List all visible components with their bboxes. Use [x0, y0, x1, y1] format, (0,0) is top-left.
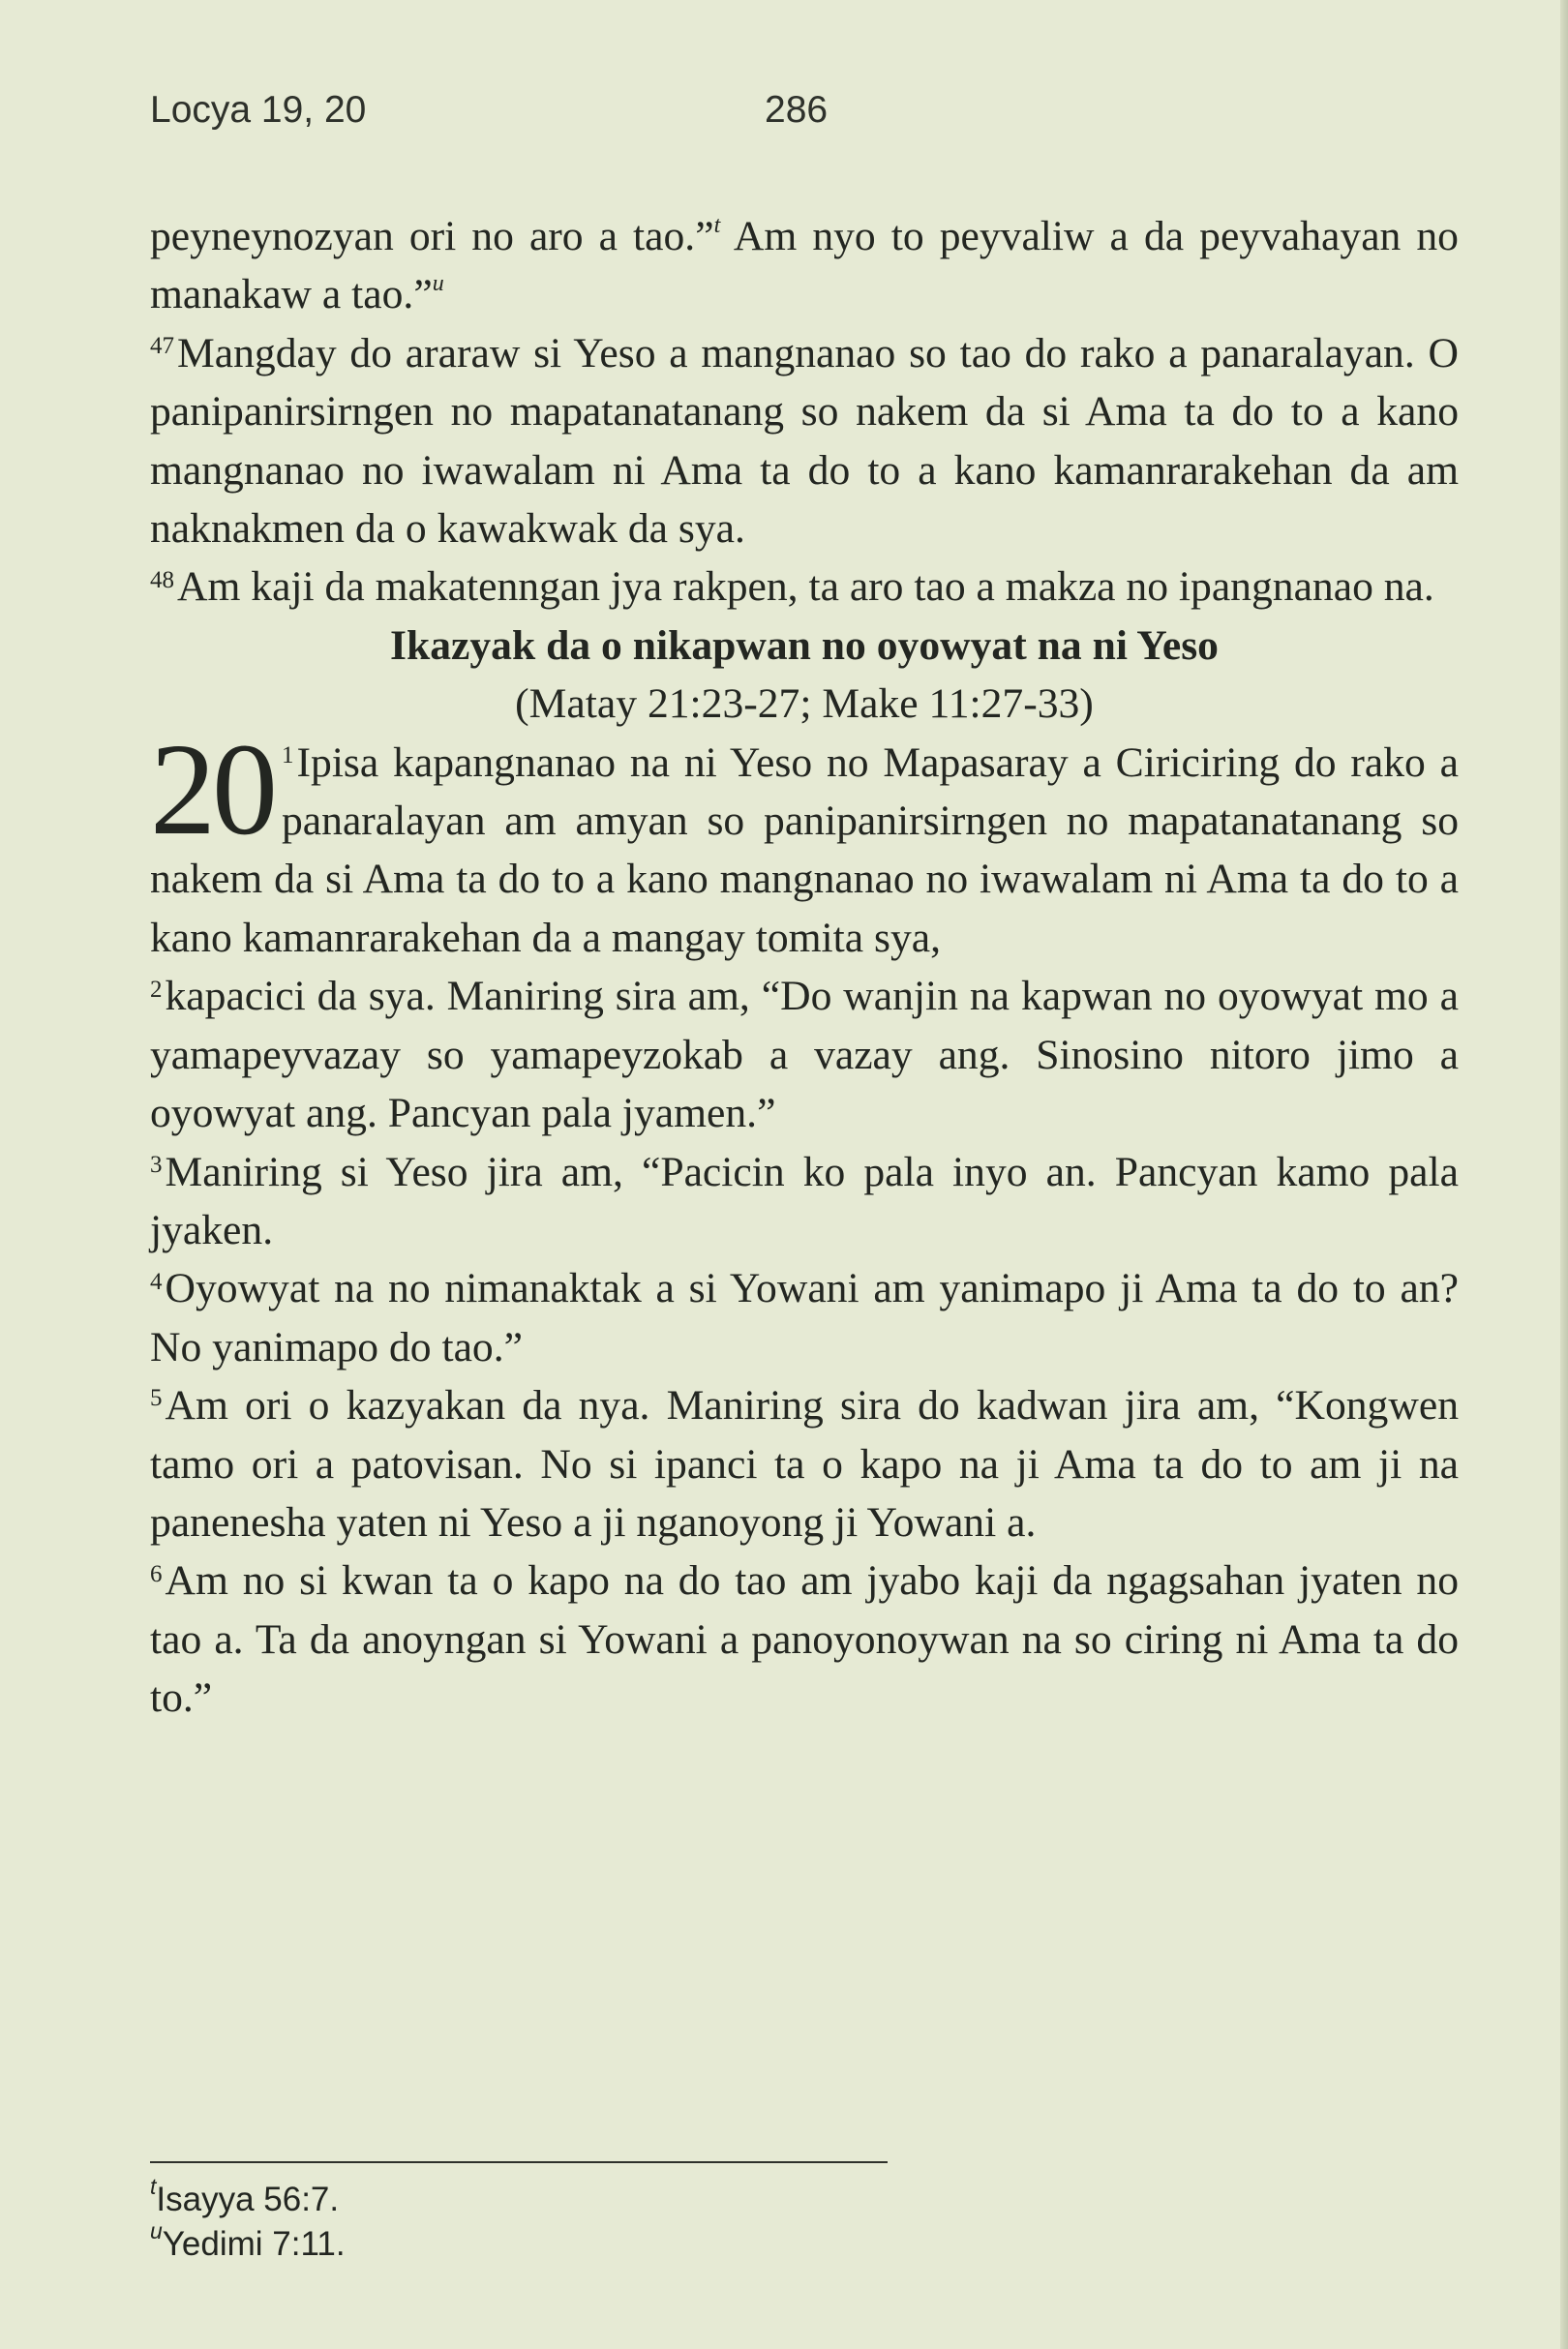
- footnote-key: t: [150, 2173, 157, 2199]
- chapter-number: 20: [150, 716, 274, 862]
- footnote-t: [150, 2173, 346, 2222]
- footnotes: [150, 2173, 346, 2267]
- verse-number: 48: [150, 566, 174, 593]
- verse-number: 1: [282, 741, 294, 768]
- section-cross-reference: (Matay 21:23-27; Make 11:27-33): [515, 680, 1094, 728]
- continued-paragraph: [150, 207, 1459, 324]
- running-header: [150, 89, 1428, 147]
- body-text: [150, 207, 1459, 1728]
- footnote-key: u: [150, 2217, 163, 2244]
- footnote-marker-t: t: [713, 213, 721, 238]
- verse-number: 3: [150, 1151, 163, 1178]
- verse-number: 2: [150, 976, 163, 1003]
- chapter-20-verse-1: [150, 716, 1459, 968]
- verse-text: Oyowyat na no nimanaktak a si Yowani am yanimapo ji Ama ta do to an? No yanimapo do tao.”: [150, 1265, 1459, 1370]
- footnote-marker-u: u: [432, 271, 444, 297]
- verse-6: [150, 1551, 1459, 1727]
- header-chapter-reference: Locya 19, 20: [150, 89, 367, 131]
- verse-text: Maniring si Yeso jira am, “Pacicin ko pala inyo an. Pancyan kamo pala jyaken.: [150, 1148, 1459, 1253]
- verse-text: kapacici da sya. Maniring sira am, “Do wanjin na kapwan no oyowyat mo a yamapeyvazay so yamapeyzokab a vazay ang. Sinosino nitoro jimo a oyowyat ang. Pancyan pala jyamen.”: [150, 973, 1459, 1137]
- verse-text: Am kaji da makatenngan jya rakpen, ta aro tao a makza no ipangnanao na.: [177, 563, 1434, 611]
- footnote-text: Isayya 56:7.: [156, 2181, 340, 2218]
- footnote-u: [150, 2217, 346, 2267]
- verse-number: 5: [150, 1385, 163, 1412]
- verse-47: [150, 324, 1459, 558]
- continued-text-part-2: Am nyo to peyvaliw a da peyvahayan no manakaw a tao.”: [150, 213, 1459, 318]
- verse-text: Am ori o kazyakan da nya. Maniring sira do kadwan jira am, “Kongwen tamo ori a patovisan. No si ipanci ta o kapo na ji Ama ta do to am ji na panenesha yaten ni Yeso a ji nganoyong ji Yowani a.: [150, 1382, 1459, 1546]
- page-number: 286: [765, 89, 829, 131]
- verse-2: [150, 967, 1459, 1142]
- section-heading: Ikazyak da o nikapwan no oyowyat na ni Yeso: [390, 621, 1219, 669]
- continued-text-part-1: peyneynozyan ori no aro a tao.”: [150, 213, 714, 259]
- verse-text: Ipisa kapangnanao na ni Yeso no Mapasaray a Ciriciring do rako a panaralayan am amyan so panipanirsirngen no mapatanatanang so nakem da si Ama ta do to a kano mangnanao no iwawalam ni Ama ta do to a kano kamanrarakehan da a mangay tomita sya,: [150, 738, 1459, 961]
- verse-number: 6: [150, 1560, 163, 1587]
- verse-number: 4: [150, 1268, 163, 1295]
- verse-text: Mangday do araraw si Yeso a mangnanao so tao do rako a panaralayan. O panipanirsirngen no mapatanatanang so nakem da si Ama ta do to a kano mangnanao no iwawalam ni Ama ta do to a kano kamanrarakehan da am naknakmen da o kawakwak da sya.: [150, 329, 1459, 553]
- verse-text: Am no si kwan ta o kapo na do tao am jyabo kaji da ngagsahan jyaten no tao a. Ta da anoyngan si Yowani a panoyonoywan na so ciring ni Ama ta do to.”: [150, 1557, 1459, 1722]
- verse-3: [150, 1143, 1459, 1260]
- footnote-text: Yedimi 7:11.: [162, 2225, 346, 2263]
- footnote-divider: [150, 2161, 888, 2163]
- page-edge-shadow: [1560, 0, 1568, 2349]
- verse-5: [150, 1376, 1459, 1551]
- verse-48: [150, 557, 1459, 616]
- verse-4: [150, 1259, 1459, 1376]
- verse-number: 47: [150, 333, 174, 360]
